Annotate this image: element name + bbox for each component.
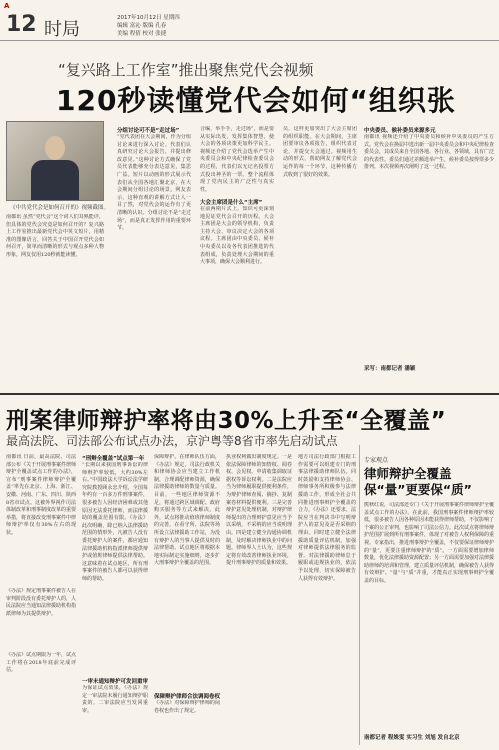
- story1-col5: [364, 126, 494, 388]
- column-divider: [359, 445, 360, 745]
- story1-col3: [200, 126, 274, 386]
- page-number: 12: [6, 12, 37, 37]
- story2-col2-text2: 为保证试点效果，《办法》规定一审法院未履行通知辩护职责的，二审法院应当发回重审。: [82, 685, 148, 714]
- story1-col5-subhead: 中央委员、候补委员来源多元: [364, 128, 436, 134]
- story1-col2-subhead: 分组讨论可不是“走过场”: [117, 128, 180, 134]
- story1-kicker: “复兴路上工作室”推出聚焦党代会视频: [58, 61, 314, 79]
- story2-col3: [154, 454, 220, 744]
- comment-text: 熊秋红说，司法部还专门《关于开展刑事案件律师辩护全覆盖试点工作的办法》。在此前，我国刑事案件律师辩护率较低，很多被告人因各种原因未能获得律师帮助，不仅影响了个案的公正审判，也影响了司法公信力。此次试点将律师辩护范围扩展到所有刑事案件，体现了对被告人权利保障的重视。专家指出，推进刑事辩护全覆盖，不仅要保证律师辩护的“量”，更要注重律师辩护的“质”。一方面需要增加律师数量，优化法律援助资源配置；另一方面需要加强对法律援助律师的培训和管理，建立质量评估机制，确保被告人获得有效辩护。“量”与“质”并重，才能真正实现刑事辩护全覆盖的目标。: [364, 502, 494, 584]
- story1-col2-text: “党代表团在大会期间，作为分组讨论来进行深入讨论。代表们认真研究讨论大会报告，并提出修改意见。”这种讨论方式确保了党员代表能够充分表达意见，集思广益。短片以动画的形式展示代表们从全国各地汇聚北京，在大会期间分组讨论的场景。网友表示，这种直观的讲解方式让人一目了然，对党代会的运作有了更清晰的认识。分组讨论不是“走过场”，而是真正发挥作用的重要环节。: [117, 134, 191, 232]
- story1-col4: [283, 126, 357, 386]
- story2-col3-text2: 《办法》对保障辩护律师的阅卷权也作出了规定。: [154, 700, 220, 714]
- page-header: [0, 0, 499, 38]
- story2-lead3: 《办法》试点期限为一年，试点工作将在2018年底前完成评估。: [6, 652, 76, 674]
- story2-col4: [226, 454, 292, 744]
- story1-byline: 采写：南都记者 潘颖: [364, 366, 416, 372]
- story2-byline: 南都记者 程姝雯 实习生 刘旭 发自北京: [364, 735, 460, 741]
- story2-col3-text: 保障辩护。在律师队伍方面，《办法》规定，司法行政机关和律师协会应当建立工作机制，合理调配律师资源，确保法律援助律师的数量与质量。目前，一些地区律师资源不足，将通过跨区域调配、政府购买服务等方式来解决。此外，试点将推动值班律师制度的完善，在看守所、法院等场所设立法律援助工作站，为没有辩护人的当事人提供及时的法律帮助。试点地区将根据本地实际制定实施细则，逐步扩大刑事辩护全覆盖的范围。: [154, 454, 220, 567]
- header-divider: [0, 40, 499, 41]
- story1-col3-text: 合编，举手手，走过场”，而是要从实际出发，发挥集体智慧，使大会的各项决策更加科学民主。视频还介绍了党代会选举产生中央委员会和中央纪律检查委员会的过程，代表们以无记名投票方式投出神圣的一票。整个流程体现了党内民主的广泛性与真实性。: [200, 126, 274, 193]
- section-divider: [0, 393, 499, 395]
- story1-headline: 120秒读懂党代会如何“组织张: [56, 84, 456, 117]
- story2-col2-subhead: “刑辩全覆盖”试点第一年: [82, 456, 145, 462]
- story2-col2-text: “长期以来我国刑事诉讼的律师辩护率较低，大约30%左右。”中国政法大学诉讼法学研究院教授顾永忠介绍，全国每年约有一百多万件刑事案件，很多被告人因经济困难或其他原因无法委托律师，而法律援助的覆盖范围有限。《办法》此次明确，除已纳入法律援助范围的情形外，凡被告人没有委托辩护人的案件，都应通知法律援助机构指派律师提供辩护或值班律师提供法律帮助。这意味着在试点地区，所有刑事案件的被告人都可以获得律师的帮助。: [82, 462, 148, 582]
- story1-col3-subhead: 大会主席团是什么“主席”: [200, 200, 263, 206]
- designer-credits: 美编 程倩 校对 张捷: [117, 31, 167, 37]
- issue-date: 2017年10月12日 星期四: [117, 15, 180, 21]
- editor-credits: 编辑 富沁 版编 孔春: [117, 23, 167, 29]
- story2-col3-subhead: 保障辩护律师合法调阅卷权: [154, 694, 221, 700]
- photo-caption: 《中共党代会是如何召开的》视频截图。: [10, 205, 110, 211]
- story1-lead: [6, 214, 104, 384]
- story2-col2-subhead2: 一审未通知辩护可发回重审: [82, 679, 149, 685]
- story1-col3-text2: 在前两期片式上，知识可更深刻地见证党代会召开的历程。大会主席团是大会的领导机构，负责主持大会、审议决定大会的各项议程。主席团由中央委员、候补中央委员以及各代表团推选的代表组成，负责处理大会期间的重大事项，确保大会顺利进行。: [200, 206, 274, 266]
- story2-col5: [298, 454, 356, 744]
- story2-lead: 南都讯 日前，最高法院、司法部公布《关于开展刑事案件律师辩护全覆盖试点工作的办法》，宣布“刑事案件律师辩护全覆盖”率先在北京、上海、浙江、安徽、河南、广东、四川、陕西8省市试点。这被外界视作司法体制改革和刑事制度改革的重要举措，将直接改变刑事案件中律师辩护率仅有30%左右的现状。: [6, 454, 76, 536]
- story1-lead-text: 南都讯 虽然“党代会”这个词人们耳熟能详，但具体的党代会究竟是如何召开的？复兴路上工作室推出最新党代会中英文短片，用精准的图像语言，回答关于中国召开党代会如何召开，简单而清晰的形式与观点多种人物形象，网友仅用120秒就能读懂。: [6, 214, 104, 258]
- story2-col4-text: 执业权利做出制度规定。一是依法保障律师的知情权、阅卷权、会见权、申请收集调取证据权等诉讼权利。二是法院应当为律师履职提供便利条件，为辩护律师查阅、摘抄、复制案卷材料提供便利。三是完善辩护意见处理机制，对辩护律师提出的合理辩护意见应当予以采纳，不采纳的应当说明理由。四是建立健全沟通协调机制，及时解决律师执业中的问题。律师界人士认为，这些规定将有效改善律师执业环境，提升刑事辩护的质量和效果。: [226, 454, 292, 567]
- story2-subheadline: 最高法院、司法部公布试点办法，京沪粤等8省市率先启动试点: [6, 434, 338, 448]
- photo-figure-head: [45, 136, 65, 160]
- newspaper-logo: A: [4, 2, 10, 10]
- story2-col5-text: 地方司法行政部门根据工作需要可以组建专门的刑事法律援助律师队伍。同时鼓励和支持律师协会、律师事务所积极参与法律援助工作，形成全社会共同推进刑事辩护全覆盖的合力。《办法》还要求，法院应当在判决书中写明辩护人的意见及是否采纳的理由。同时建立健全法律援助质量评估机制，加强对律师提供法律服务的监督。对法律援助律师怠于履职或违规执业的，依法予以处理，切实保障被告人获得有效辩护。: [298, 454, 356, 582]
- story1-col5-text: 南都讯 视频还介绍了中央委员和候补中央委员的产生方式。党代会在换届中选出新一届中央委员会和中央纪律检查委员会，其成员来自全国各地、各行业、各领域，具有广泛的代表性。委员们通过差额选举产生，候补委员按得票多少排列。本次视频再次阐明了这一过程。: [364, 134, 494, 171]
- story2-col1: [6, 454, 76, 744]
- story2-lead2: 《办法》规定刑事案件被告人在审判阶段没有委托辩护人的，人民法院应当通知法律援助机构指派律师为其提供辩护。: [6, 588, 76, 617]
- comment-label: 专家观点: [364, 457, 389, 464]
- comment-title: 律师辩护全覆盖 保“量”更要保“质”: [364, 466, 472, 497]
- story2-headline: 刑案律师辩护率将由30%上升至“全覆盖”: [6, 408, 447, 434]
- story1-col2: [117, 126, 191, 386]
- story2-col2: [82, 454, 148, 744]
- section-name: 时局: [44, 19, 80, 40]
- photo-figure-body: [31, 160, 79, 200]
- story1-col4-text: 员，这样更加突出了大会主席团的组织职能。在大会期间，主席团要审议各项报告，组织代表讨论，并提交大会通过。视频用生动的形式，帮助网友了解党代会运作的每一个环节，这种传播方式收到了很好的效果。: [283, 126, 357, 178]
- video-screenshot-photo: [6, 121, 104, 201]
